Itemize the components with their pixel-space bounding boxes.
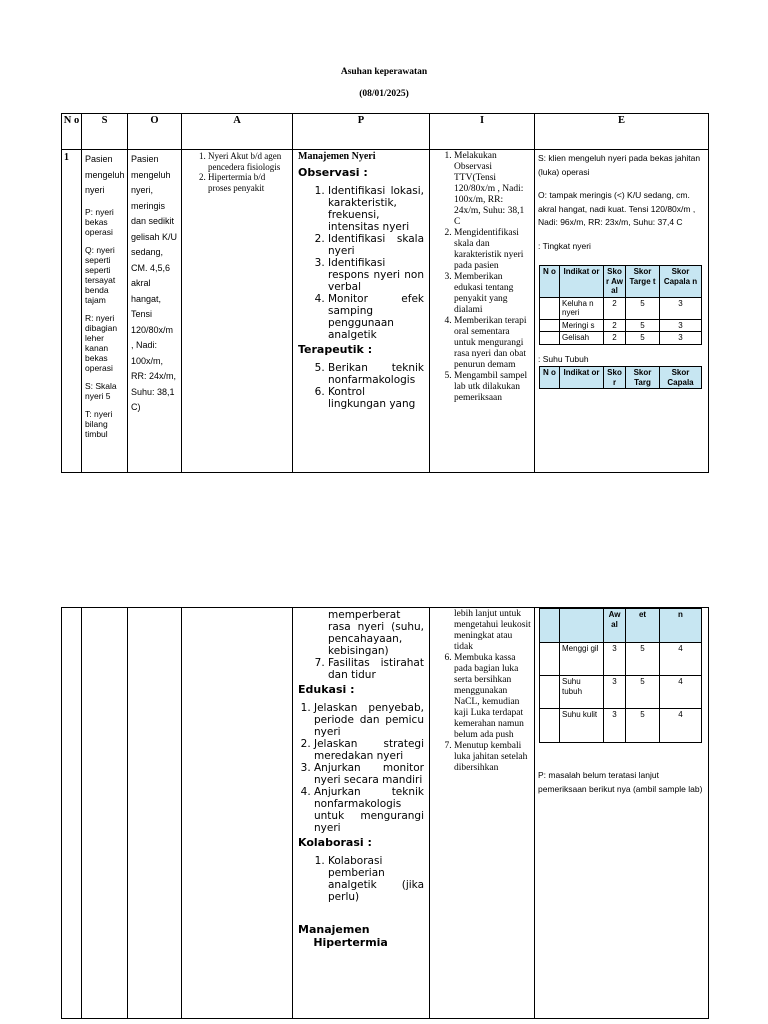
implementation-item: 3. Memberikan edukasi tentang penyakit yang dialami: [454, 272, 532, 316]
plan-cell-cont: [293, 608, 430, 1019]
observasi-heading: Observasi :: [298, 166, 368, 179]
suhu-tubuh-table: Aw al et n Menggi gil 3 5 4 Suhu tubuh 3 5 4 Suhu kulit 3 5 4: [539, 608, 702, 743]
header-no: N o: [62, 114, 82, 150]
implementation-cell-cont: lebih lanjut untuk mengetahui leukosit meningkat atau tidak 6. Membuka kassa pada bagian luka serta bersihkan menggunakan NaCL, kemudian kaji Luka terdapat kemerahan namun belum ada push 7. Menutup kembali luka jahitan setelah dibersihkan: [430, 608, 535, 1019]
terapeutik-item: 7. Fasilitas istirahat dan tidur: [328, 657, 424, 681]
eval-plan: P: masalah belum teratasi lanjut pemeriksaan berikut nya (ambil sample lab): [538, 770, 703, 794]
terapeutik-heading: Terapeutik :: [298, 343, 373, 356]
implementation-item: 5. Mengambil sampel lab utk dilakukan pemeriksaan: [454, 371, 532, 404]
header-o: O: [128, 114, 182, 150]
plan-cell: [293, 150, 430, 473]
terapeutik-item: 6. Kontrol lingkungan yang: [328, 386, 424, 410]
tingkat-nyeri-table: [539, 265, 702, 345]
subjective-t: T: nyeri bilang timbul: [85, 408, 113, 439]
implementation-item: 6. Membuka kassa pada bagian luka serta bersihkan menggunakan NaCL, kemudian kaji Luka terdapat kemerahan namun belum ada push: [454, 653, 532, 741]
th-skor-capaian: Skor Capala n: [660, 266, 702, 298]
plan-title-hipertermia: Manajemen Hipertermia: [298, 923, 388, 949]
terapeutik-item: 5. Berikan teknik nonfarmakologis: [328, 362, 424, 386]
table-row: [62, 608, 709, 1019]
diagnosis-item: 1. Nyeri Akut b/d agen pencedera fisiologis: [208, 151, 290, 172]
subjective-cell: [82, 150, 128, 473]
terapeutik-item-cont: memperberat rasa nyeri (suhu, pencahayaan, kebisingan): [328, 609, 424, 657]
subjective-main: Pasien mengeluh nyeri: [85, 154, 125, 195]
evaluation-cell: [535, 150, 709, 473]
header-a: A: [182, 114, 293, 150]
table-row: Meringi s 2 5 3: [540, 319, 702, 332]
header-p: P: [293, 114, 430, 150]
th-indikator: Indikat or: [560, 266, 604, 298]
header-e: E: [535, 114, 709, 150]
suhu-tubuh-table-head: N o Indikat or Sko r Skor Targ Skor Capala: [539, 366, 702, 389]
care-plan-table-page2: [61, 607, 709, 1019]
diagnosis-item: 2. Hipertermia b/d proses penyakit: [208, 172, 290, 193]
th-skor-target: Skor Targe t: [626, 266, 660, 298]
edukasi-item: 3. Anjurkan monitor nyeri secara mandiri: [314, 762, 424, 786]
table-row: Keluha n nyeri 2 5 3: [540, 297, 702, 319]
kolaborasi-heading: Kolaborasi :: [298, 836, 372, 849]
objective-cell: Pasien mengeluh nyeri, meringis dan sedikit gelisah K/U sedang, CM. 4,5,6 akral hangat, Tensi 120/80x/m , Nadi: 100x/m, RR: 24x/m, Suhu: 38,1 C): [128, 150, 182, 473]
header-row: [62, 114, 709, 150]
implementation-item: 2. Mengidentifikasi skala dan karakteristik nyeri pada pasien: [454, 228, 532, 272]
subjective-r: R: nyeri dibagian leher kanan bekas operasi: [85, 312, 118, 373]
subjective-q: Q: nyeri seperti seperti tersayat benda tajam: [85, 244, 116, 305]
row-number: 1: [62, 150, 82, 473]
edukasi-item: 4. Anjurkan teknik nonfarmakologis untuk mengurangi nyeri: [314, 786, 424, 834]
edukasi-item: 2. Jelaskan strategi meredakan nyeri: [314, 738, 424, 762]
observasi-item: 1. Identifikasi lokasi, karakteristik, frekuensi, intensitas nyeri: [328, 185, 424, 233]
implementation-item: 7. Menutup kembali luka jahitan setelah dibersihkan: [454, 741, 532, 774]
implementation-cell: [430, 150, 535, 473]
assessment-cell: [182, 150, 293, 473]
table-row: Suhu tubuh 3 5 4: [540, 676, 702, 709]
tingkat-nyeri-label: : Tingkat nyeri: [538, 240, 591, 251]
evaluation-cell-cont: [535, 608, 709, 1019]
table-row: Gelisah 2 5 3: [540, 332, 702, 345]
care-plan-table-page1: [61, 113, 709, 473]
edukasi-item: 1. Jelaskan penyebab, periode dan pemicu nyeri: [314, 702, 424, 738]
table-row: Suhu kulit 3 5 4: [540, 709, 702, 743]
observasi-item: 3. Identifikasi respons nyeri non verbal: [328, 257, 424, 293]
implementation-item: 1. Melakukan Observasi TTV(Tensi 120/80x/m , Nadi: 100x/m, RR: 24x/m, Suhu: 38,1 C: [454, 151, 532, 228]
plan-title-nyeri: Manajemen Nyeri: [298, 151, 376, 162]
header-s: S: [82, 114, 128, 150]
observasi-item: 2. Identifikasi skala nyeri: [328, 233, 424, 257]
document-title: Asuhan keperawatan: [340, 67, 428, 77]
observasi-item: 4. Monitor efek samping penggunaan analgetik: [328, 293, 424, 341]
kolaborasi-item: 1. Kolaborasi pemberian analgetik (jika perlu): [328, 855, 424, 903]
subjective-s: S: Skala nyeri 5: [85, 380, 117, 401]
eval-objective: O: tampak meringis (<) K/U sedang, cm. akral hangat, nadi kuat. Tensi 120/80x/m , Nadi: 96x/m, RR: 23x/m, Suhu: 37,4 C: [538, 190, 696, 227]
th-no: N o: [540, 266, 560, 298]
table-row: [62, 150, 709, 473]
edukasi-heading: Edukasi :: [298, 683, 355, 696]
document-date: (08/01/2025): [359, 89, 409, 99]
subjective-p: P: nyeri bekas operasi: [85, 206, 114, 237]
implementation-item: 4. Memberikan terapi oral sementara untuk mengurangi rasa nyeri dan obat penurun demam: [454, 316, 532, 371]
table-row: Menggi gil 3 5 4: [540, 643, 702, 676]
eval-subjective: S: klien mengeluh nyeri pada bekas jahitan (luka) operasi: [538, 153, 701, 177]
th-skor-awal: Sko r Aw al: [604, 266, 626, 298]
suhu-tubuh-label: : Suhu Tubuh: [538, 353, 589, 364]
header-i: I: [430, 114, 535, 150]
